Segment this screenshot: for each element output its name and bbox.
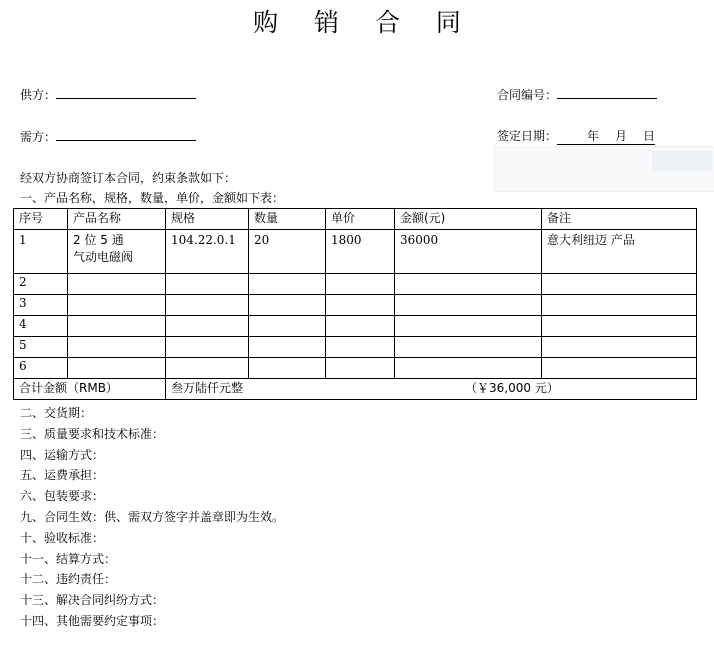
cell-no: 5 (14, 337, 68, 358)
supplier-label: 供方： (20, 88, 57, 102)
term-item: 十三、解决合同纠纷方式： (20, 593, 165, 608)
cell-empty (395, 337, 542, 358)
header-name: 产品名称 (68, 209, 166, 230)
header-spec: 规格 (166, 209, 249, 230)
cell-no: 2 (14, 274, 68, 295)
cell-no: 3 (14, 295, 68, 316)
term-item: 二、交货期： (20, 406, 93, 420)
term-item: 三、质量要求和技术标准： (20, 426, 165, 441)
cell-price: 1800 (326, 230, 395, 274)
cell-empty (249, 358, 326, 379)
total-words: 叁万陆仟元整 (171, 381, 244, 395)
cell-empty (326, 295, 395, 316)
cell-empty (395, 316, 542, 337)
cell-empty (542, 316, 697, 337)
header-price: 单价 (326, 209, 395, 230)
term-item: 十一、结算方式： (20, 551, 117, 566)
ghost-button (652, 151, 712, 171)
document-title: 购 销 合 同 (253, 8, 475, 37)
header-remark: 备注 (542, 209, 697, 230)
section-1-heading: 一、产品名称，规格，数量，单价，金额如下表： (20, 191, 285, 205)
cell-no: 4 (14, 316, 68, 337)
header-qty: 数量 (249, 209, 326, 230)
term-item: 九、合同生效：供、需双方签字并盖章即为生效。 (20, 509, 285, 524)
cell-empty (395, 274, 542, 295)
table-row (14, 358, 697, 379)
date-year: 年 (587, 129, 600, 143)
total-label: 合计金额（RMB） (14, 379, 166, 400)
supplier-blank[interactable] (56, 86, 196, 99)
cell-no: 1 (14, 230, 68, 274)
cell-name-line1: 2 位 5 通 (73, 233, 124, 247)
cell-empty (542, 295, 697, 316)
cell-amount: 36000 (395, 230, 542, 274)
cell-qty: 20 (249, 230, 326, 274)
table-row (14, 337, 697, 358)
cell-empty (326, 316, 395, 337)
term-item: 四、运输方式： (20, 447, 105, 462)
date-month: 月 (615, 129, 628, 143)
supplier-field (20, 86, 196, 103)
contract-no-field (497, 86, 657, 103)
cell-empty (395, 358, 542, 379)
cell-remark: 意大利纽迈 产品 (542, 230, 697, 274)
cell-empty (166, 274, 249, 295)
buyer-field (20, 128, 196, 145)
term-item: 五、运费承担： (20, 468, 105, 483)
cell-empty (326, 337, 395, 358)
cell-empty (542, 274, 697, 295)
total-amount (166, 379, 697, 400)
header-no: 序号 (14, 209, 68, 230)
buyer-blank[interactable] (56, 128, 196, 141)
cell-empty (249, 337, 326, 358)
cell-empty (68, 358, 166, 379)
cell-empty (542, 358, 697, 379)
cell-empty (68, 337, 166, 358)
term-item: 六、包装要求： (20, 489, 105, 504)
cell-empty (542, 337, 697, 358)
cell-empty (249, 316, 326, 337)
table-row (14, 274, 697, 295)
term-item: 十四、其他需要约定事项： (20, 613, 165, 628)
table-header-row (14, 209, 697, 230)
cell-empty (166, 316, 249, 337)
table-row (14, 295, 697, 316)
cell-empty (326, 358, 395, 379)
contract-no-label: 合同编号： (497, 88, 558, 102)
cell-empty (68, 316, 166, 337)
cell-spec: 104.22.0.1 (166, 230, 249, 274)
sign-date-label: 签定日期： (497, 129, 558, 143)
cell-empty (395, 295, 542, 316)
cell-no: 6 (14, 358, 68, 379)
cell-empty (326, 274, 395, 295)
buyer-label: 需方： (20, 130, 57, 144)
sign-date-blank[interactable] (557, 129, 655, 145)
cell-empty (166, 337, 249, 358)
product-table (13, 208, 697, 400)
term-item: 十、验收标准： (20, 530, 105, 545)
date-day: 日 (643, 129, 656, 143)
cell-empty (249, 274, 326, 295)
table-row (14, 230, 697, 274)
terms-list (20, 403, 284, 632)
header-amount: 金额(元) (395, 209, 542, 230)
term-item: 十二、违约责任： (20, 572, 117, 587)
total-figure: （￥36,000 元） (465, 381, 559, 395)
contract-no-blank[interactable] (557, 86, 657, 99)
cell-empty (166, 295, 249, 316)
cell-name-line2: 气动电磁阀 (73, 250, 134, 264)
total-row (14, 379, 697, 400)
cell-empty (166, 358, 249, 379)
sign-date-field (497, 128, 655, 145)
cell-name (68, 230, 166, 274)
table-row (14, 316, 697, 337)
intro-text: 经双方协商签订本合同，约束条款如下： (20, 171, 237, 185)
cell-empty (249, 295, 326, 316)
cell-empty (68, 295, 166, 316)
cell-empty (68, 274, 166, 295)
